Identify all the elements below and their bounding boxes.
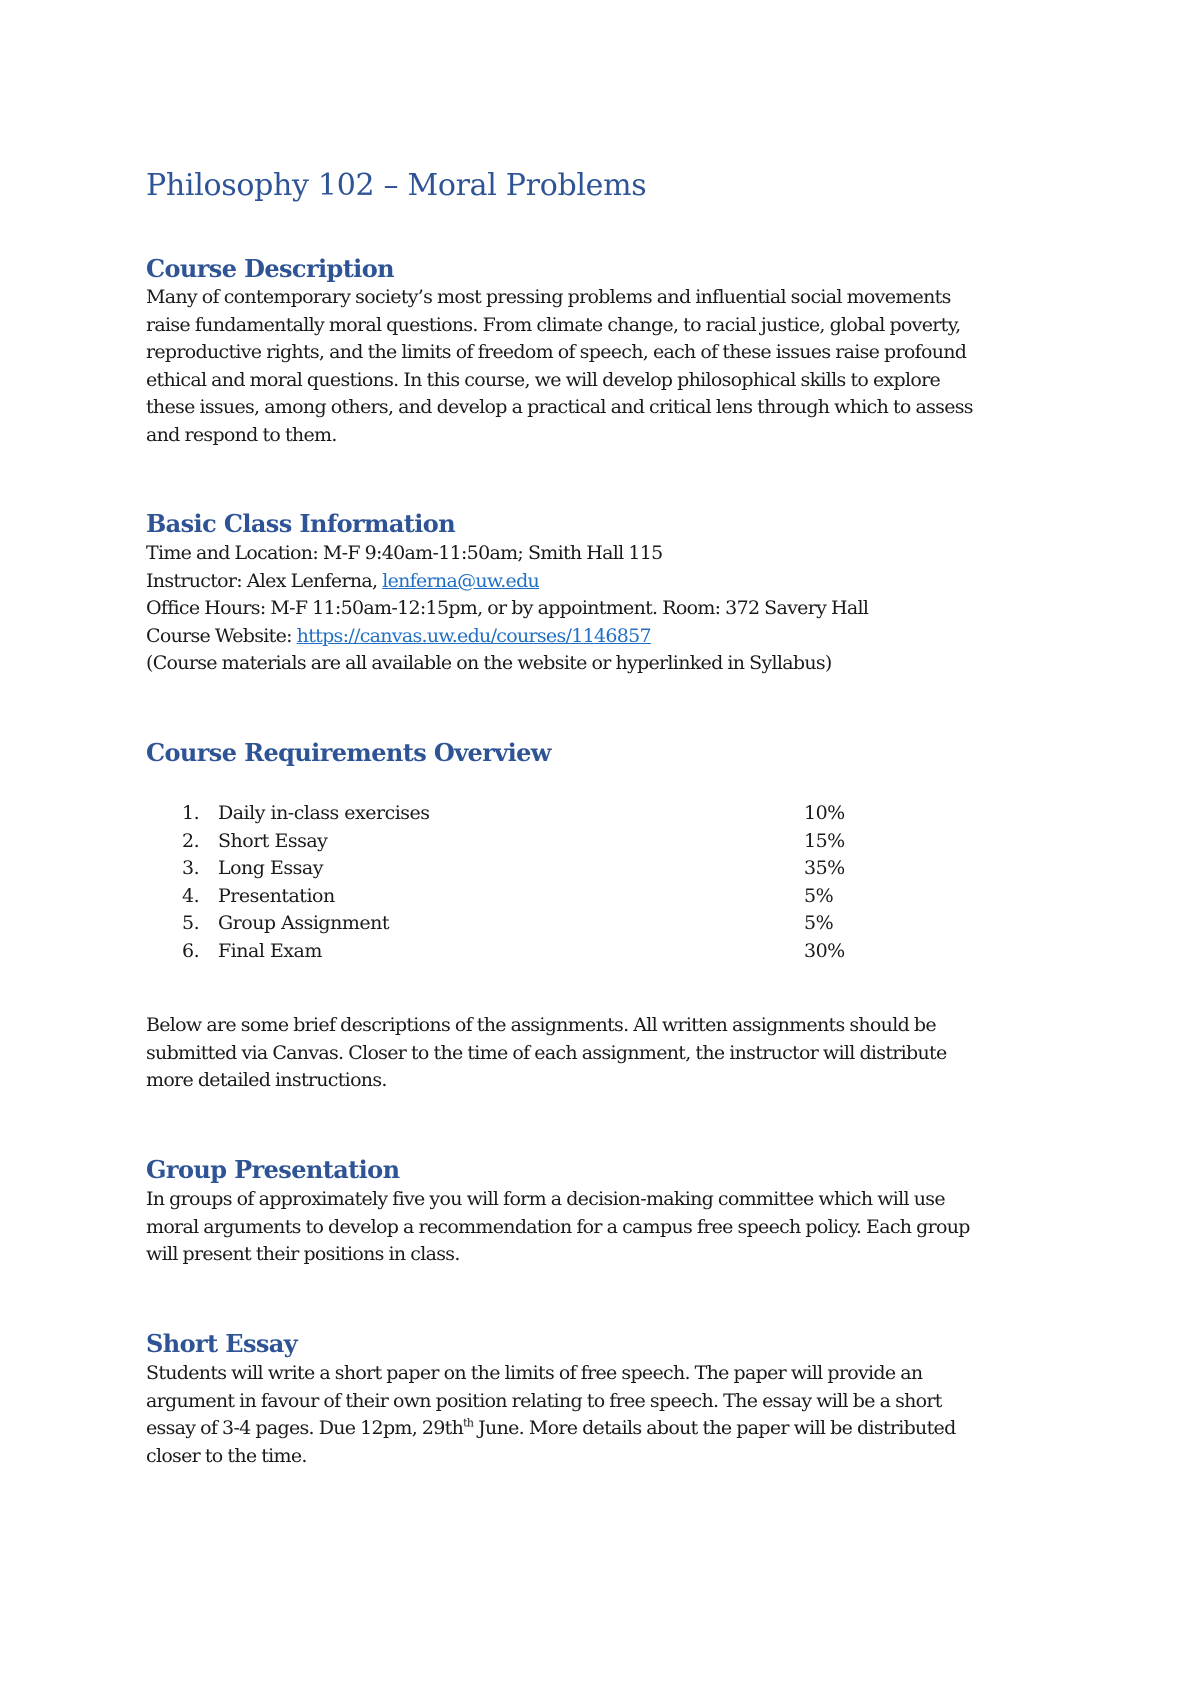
office-hours: Office Hours: M-F 11:50am-12:15pm, or by appointment. Room: 372 Savery Hall bbox=[146, 597, 869, 620]
instructor-label: Instructor: Alex Lenferna, bbox=[146, 569, 383, 592]
requirement-number: 1. bbox=[182, 802, 200, 824]
group-presentation-line: will present their positions in class. bbox=[146, 1243, 460, 1266]
date-superscript: th bbox=[463, 1416, 474, 1430]
course-description-line: reproductive rights, and the limits of freedom of speech, each of these issues raise profound bbox=[146, 341, 967, 364]
requirement-item bbox=[146, 855, 1066, 883]
course-description-line: Many of contemporary society’s most pressing problems and influential social movements bbox=[146, 286, 951, 308]
requirement-number: 6. bbox=[182, 939, 200, 962]
requirement-percent: 5% bbox=[804, 884, 834, 907]
assignments-note bbox=[146, 1012, 1066, 1095]
basic-info-block bbox=[146, 540, 1066, 678]
requirement-item bbox=[146, 800, 1066, 828]
requirement-item bbox=[146, 910, 1066, 938]
requirements-list bbox=[146, 800, 1066, 966]
short-essay-details-text: June. More details about the paper will be distributed bbox=[473, 1417, 956, 1440]
group-presentation-heading: Group Presentation bbox=[146, 1155, 400, 1184]
course-description-line: ethical and moral questions. In this course, we will develop philosophical skills to explore bbox=[146, 368, 941, 391]
basic-info-heading: Basic Class Information bbox=[146, 509, 456, 538]
requirement-percent: 30% bbox=[804, 939, 845, 962]
requirement-percent: 15% bbox=[804, 829, 845, 852]
course-description-text bbox=[146, 284, 1066, 450]
requirement-item bbox=[146, 828, 1066, 856]
time-location: Time and Location: M-F 9:40am-11:50am; Smith Hall 115 bbox=[146, 542, 663, 564]
requirement-number: 3. bbox=[182, 857, 200, 880]
short-essay-line: closer to the time. bbox=[146, 1444, 307, 1467]
short-essay-heading: Short Essay bbox=[146, 1329, 298, 1358]
website-label: Course Website: bbox=[146, 624, 297, 647]
course-description-line: these issues, among others, and develop a practical and critical lens through which to assess bbox=[146, 396, 973, 419]
requirement-number: 5. bbox=[182, 912, 200, 935]
requirement-item bbox=[146, 883, 1066, 911]
requirement-label: Daily in-class exercises bbox=[218, 802, 430, 824]
short-essay-line: Students will write a short paper on the limits of free speech. The paper will provide an bbox=[146, 1362, 923, 1384]
course-description-line: raise fundamentally moral questions. From climate change, to racial justice, global poverty, bbox=[146, 313, 961, 336]
assignments-note-line: submitted via Canvas. Closer to the time of each assignment, the instructor will distribute bbox=[146, 1041, 947, 1064]
instructor-email-link[interactable]: lenferna@uw.edu bbox=[382, 569, 540, 592]
requirement-percent: 10% bbox=[804, 802, 845, 824]
requirement-number: 2. bbox=[182, 829, 200, 852]
short-essay-line bbox=[146, 1415, 1066, 1443]
requirement-label: Short Essay bbox=[218, 829, 328, 852]
group-presentation-line: In groups of approximately five you will form a decision-making committee which will use bbox=[146, 1188, 945, 1210]
course-description-line: and respond to them. bbox=[146, 423, 337, 446]
page-title: Philosophy 102 – Moral Problems bbox=[146, 168, 647, 203]
requirement-label: Presentation bbox=[218, 884, 335, 907]
materials-note: (Course materials are all available on the website or hyperlinked in Syllabus) bbox=[146, 652, 832, 675]
short-essay-line: argument in favour of their own position relating to free speech. The essay will be a short bbox=[146, 1389, 942, 1412]
requirement-label: Long Essay bbox=[218, 857, 323, 880]
website-line bbox=[146, 623, 1066, 651]
requirement-item bbox=[146, 938, 1066, 966]
requirement-percent: 5% bbox=[804, 912, 834, 935]
course-website-link[interactable]: https://canvas.uw.edu/courses/1146857 bbox=[296, 624, 651, 647]
requirement-label: Group Assignment bbox=[218, 912, 389, 935]
assignments-note-line: Below are some brief descriptions of the assignments. All written assignments should be bbox=[146, 1014, 936, 1036]
short-essay-due-text: essay of 3-4 pages. Due 12pm, 29th bbox=[146, 1417, 464, 1440]
course-description-heading: Course Description bbox=[146, 254, 394, 283]
requirement-number: 4. bbox=[182, 884, 200, 907]
short-essay-text bbox=[146, 1360, 1066, 1470]
assignments-note-line: more detailed instructions. bbox=[146, 1069, 387, 1092]
requirement-percent: 35% bbox=[804, 857, 845, 880]
group-presentation-line: moral arguments to develop a recommendation for a campus free speech policy. Each group bbox=[146, 1215, 970, 1238]
requirement-label: Final Exam bbox=[218, 939, 322, 962]
group-presentation-text bbox=[146, 1186, 1066, 1269]
instructor-line bbox=[146, 568, 1066, 596]
requirements-heading: Course Requirements Overview bbox=[146, 738, 551, 767]
